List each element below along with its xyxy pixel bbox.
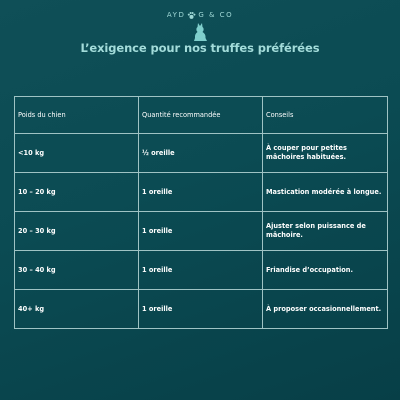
cell-advice: Mastication modérée à longue.	[263, 173, 388, 212]
dosage-table	[14, 96, 388, 329]
cell-weight: <10 kg	[15, 134, 139, 173]
paw-icon	[187, 11, 196, 20]
cell-weight: 30 – 40 kg	[15, 251, 139, 290]
header-recommended-quantity: Quantité recommandée	[139, 97, 263, 134]
cell-advice: Ajuster selon puissance de mâchoire.	[263, 212, 388, 251]
table-header-row	[15, 97, 388, 134]
header-dog-weight: Poids du chien	[15, 97, 139, 134]
cell-weight: 10 – 20 kg	[15, 173, 139, 212]
table-row	[15, 290, 388, 329]
table-row	[15, 251, 388, 290]
cell-advice: À couper pour petites mâchoires habituées.	[263, 134, 388, 173]
table-row	[15, 134, 388, 173]
cell-weight: 40+ kg	[15, 290, 139, 329]
cell-quantity: 1 oreille	[139, 173, 263, 212]
brand-logo	[0, 8, 400, 22]
cell-quantity: 1 oreille	[139, 290, 263, 329]
table-row	[15, 173, 388, 212]
cell-quantity: ½ oreille	[139, 134, 263, 173]
brand-text-left: AYD	[166, 11, 186, 19]
brand-text-right: G & CO	[198, 11, 234, 19]
dog-silhouette-icon	[191, 22, 209, 42]
cell-quantity: 1 oreille	[139, 251, 263, 290]
page-title: L’exigence pour nos truffes préférées	[80, 41, 320, 55]
cell-quantity: 1 oreille	[139, 212, 263, 251]
cell-advice: À proposer occasionnellement.	[263, 290, 388, 329]
table-row	[15, 212, 388, 251]
header-advice: Conseils	[263, 97, 388, 134]
cell-advice: Friandise d’occupation.	[263, 251, 388, 290]
cell-weight: 20 – 30 kg	[15, 212, 139, 251]
